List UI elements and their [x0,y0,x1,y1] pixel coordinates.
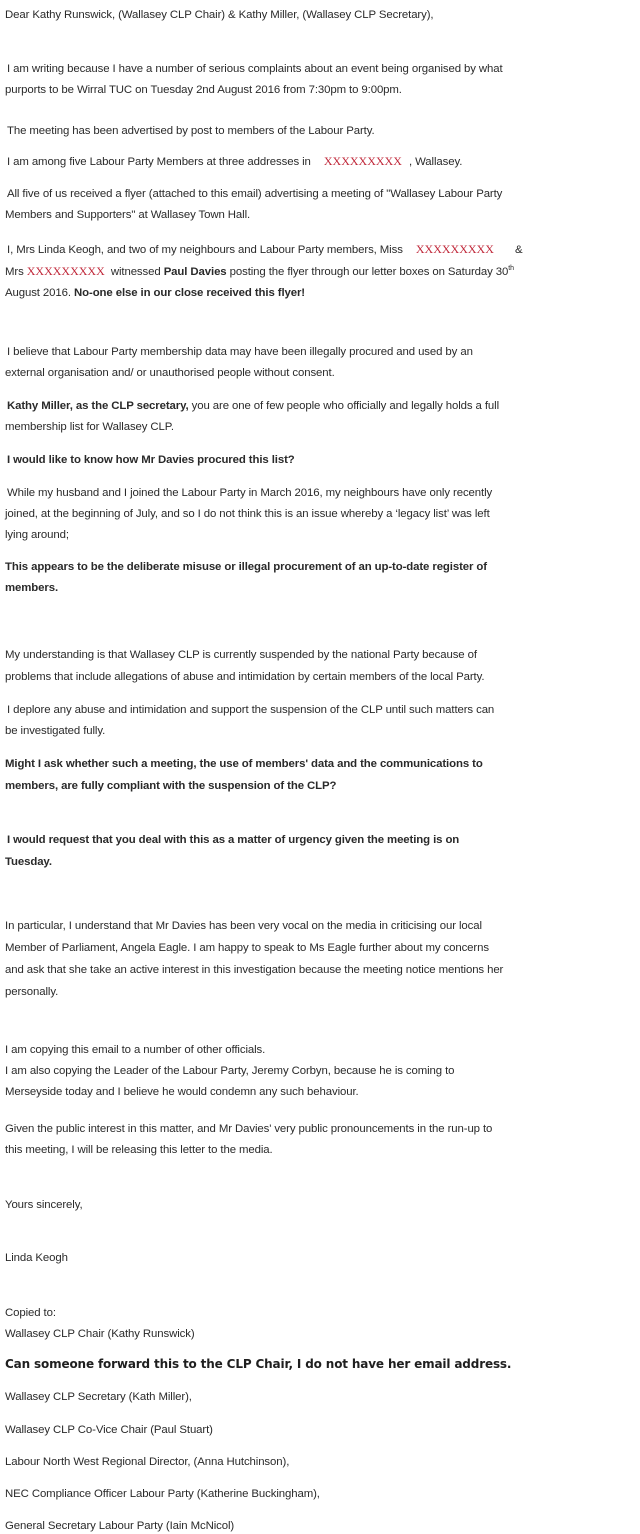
paragraph-data-procured-line-2: external organisation and/ or unauthorised people without consent. [5,367,335,379]
paragraph-urgency-line-2: Tuesday. [5,856,52,868]
paragraph-suspended-line-1: My understanding is that Wallasey CLP is currently suspended by the national Party because of [5,649,477,661]
paragraph-secretary-line-1 [7,399,499,413]
paragraph-misuse-line-2: members. [5,582,59,594]
paragraph-flyer-line-1: All five of us received a flyer (attached to this email) advertising a meeting of "Wallasey Labour Party [7,188,503,200]
paragraph-witness-line-1 [7,242,522,257]
paragraph-mp-line-2: Member of Parliament, Angela Eagle. I am happy to speak to Ms Eagle further about my concerns [5,942,489,954]
paragraph-joined-line-1: While my husband and I joined the Labour Party in March 2016, my neighbours have only recently [7,487,493,499]
text: Mrs [5,266,24,278]
forward-note: Can someone forward this to the CLP Chair, I do not have her email address. [5,1357,512,1371]
paragraph-deplore-line-2: be investigated fully. [5,725,106,737]
ordinal-suffix: th [508,265,514,272]
paragraph-advertised: The meeting has been advertised by post to members of the Labour Party. [7,125,375,137]
paragraph-copying-line-3: Merseyside today and I believe he would condemn any such behaviour. [5,1086,359,1098]
emphasis-bold: No-one else in our close received this flyer! [74,287,305,299]
cc-recipient: Wallasey CLP Secretary (Kath Miller), [5,1391,192,1403]
redacted-name: XXXXXXXXX [26,264,105,278]
paragraph-flyer-line-2: Members and Supporters" at Wallasey Town Hall. [5,209,251,221]
paragraph-joined-line-3: lying around; [5,529,69,541]
paragraph-witness-line-2 [5,264,514,279]
paragraph-mp-line-4: personally. [5,986,59,998]
cc-recipient: Wallasey CLP Co-Vice Chair (Paul Stuart) [5,1424,213,1436]
paragraph-compliance-line-2: members, are fully compliant with the suspension of the CLP? [5,780,337,792]
paragraph-joined-line-2: joined, at the beginning of July, and so I do not think this is an issue whereby a ‘legacy list’ was left [5,508,490,520]
paragraph-mp-line-3: and ask that she take an active interest in this investigation because the meeting notice mentions her [5,964,504,976]
paragraph-compliance-line-1: Might I ask whether such a meeting, the use of members' data and the communications to [5,758,483,770]
paragraph-suspended-line-2: problems that include allegations of abuse and intimidation by certain members of the local Party. [5,671,485,683]
paragraph-witness-line-3 [5,286,305,300]
paragraph-question-list: I would like to know how Mr Davies procured this list? [7,454,295,466]
paragraph-complaints-line-2: purports to be Wirral TUC on Tuesday 2nd August 2016 from 7:30pm to 9:00pm. [5,84,402,96]
closing: Yours sincerely, [5,1199,83,1211]
text: witnessed [110,266,161,278]
redacted-name: XXXXXXXXX [415,242,494,256]
cc-recipient: Wallasey CLP Chair (Kathy Runswick) [5,1328,195,1340]
paragraph-copying-line-2: I am also copying the Leader of the Labour Party, Jeremy Corbyn, because he is coming to [5,1065,455,1077]
emphasis-bold: Kathy Miller, as the CLP secretary, [7,400,189,412]
text: I, Mrs Linda Keogh, and two of my neighbours and Labour Party members, Miss [7,244,403,256]
redacted-address: XXXXXXXXX [323,154,402,168]
paragraph-deplore-line-1: I deplore any abuse and intimidation and support the suspension of the CLP until such matters can [7,704,495,716]
paragraph-mp-line-1: In particular, I understand that Mr Davies has been very vocal on the media in criticising our local [5,920,482,932]
text: August 2016. [5,287,71,299]
person-name-bold: Paul Davies [163,266,227,278]
text: & [514,244,523,256]
paragraph-data-procured-line-1: I believe that Labour Party membership data may have been illegally procured and used by an [7,346,473,358]
text: posting the flyer through our letter boxes on Saturday 30 [229,266,509,278]
text: I am among five Labour Party Members at three addresses in [7,156,311,168]
copied-to-label: Copied to: [5,1307,56,1319]
cc-recipient: General Secretary Labour Party (Iain McNicol) [5,1520,235,1532]
signature: Linda Keogh [5,1252,68,1264]
paragraph-media-line-2: this meeting, I will be releasing this letter to the media. [5,1144,273,1156]
cc-recipient: NEC Compliance Officer Labour Party (Katherine Buckingham), [5,1488,320,1500]
text: you are one of few people who officially and legally holds a full [191,400,500,412]
paragraph-urgency-line-1: I would request that you deal with this as a matter of urgency given the meeting is on [7,834,460,846]
salutation: Dear Kathy Runswick, (Wallasey CLP Chair) & Kathy Miller, (Wallasey CLP Secretary), [5,9,434,21]
paragraph-complaints-line-1: I am writing because I have a number of serious complaints about an event being organised by what [7,63,503,75]
cc-recipient: Labour North West Regional Director, (Anna Hutchinson), [5,1456,290,1468]
paragraph-secretary-line-2: membership list for Wallasey CLP. [5,421,174,433]
paragraph-copying-line-1: I am copying this email to a number of other officials. [5,1044,266,1056]
paragraph-five-members [7,154,462,169]
paragraph-media-line-1: Given the public interest in this matter, and Mr Davies' very public pronouncements in the run-up to [5,1123,493,1135]
text: , Wallasey. [408,156,463,168]
paragraph-misuse-line-1: This appears to be the deliberate misuse or illegal procurement of an up-to-date register of [5,561,487,573]
